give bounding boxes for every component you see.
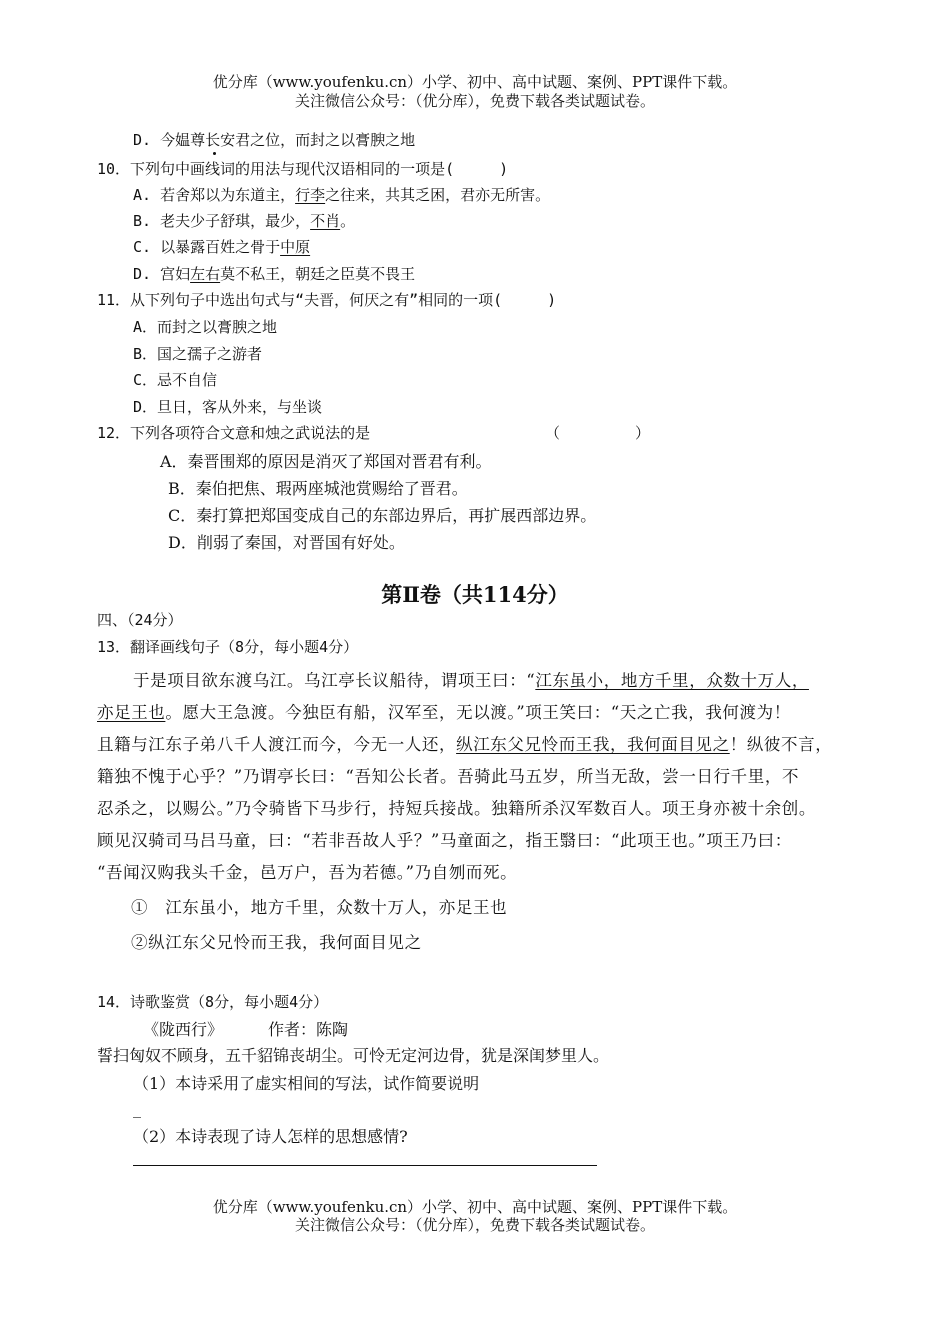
q10-c-underlined: 中原 (280, 238, 311, 256)
q10-option-a (133, 184, 550, 205)
q10-b-pre: B. 老夫少子舒琪，最少， (133, 212, 311, 230)
q11-stem: 11．从下列句子中选出句式与“夫晋，何厌之有”相同的一项( ) (97, 291, 557, 309)
poem-author: 作者：陈陶 (268, 1020, 349, 1039)
q10-d-underlined: 左右 (190, 265, 221, 283)
q12-option-a: A．秦晋围郑的原因是消灭了郑国对晋君有利。 (160, 452, 492, 471)
q9-option-d: D. 今媪尊长安君之位，而封之以膏腴之地 (133, 131, 416, 149)
q13-sentence-1: ① 江东虽小，地方千里，众数十万人，亦足王也 (131, 898, 508, 917)
emphasis-dot (213, 152, 216, 155)
answer-line (133, 1165, 597, 1166)
q12-option-d: D．削弱了秦国，对晋国有好处。 (168, 533, 405, 552)
q13-stem: 13．翻译画线句子（8分，每小题4分） (97, 638, 359, 656)
q10-b-underlined: 不肖 (310, 212, 341, 230)
q13-p1-text: 于是项目欲东渡乌江。乌江亭长议船待，谓项王曰：“ (133, 671, 536, 690)
q13-passage-line-1 (133, 667, 809, 691)
q13-passage-line-2 (97, 699, 791, 723)
q10-a-underlined: 行李 (295, 186, 326, 204)
q13-passage-line-4: 籍独不愧于心乎？”乃谓亭长曰：“吾知公长者。吾骑此马五岁，所当无敌，尝一日行千里，不 (97, 767, 800, 786)
q13-p2-underlined: 亦足王也 (97, 703, 166, 722)
q10-c-pre: C. 以暴露百姓之骨于 (133, 238, 281, 256)
q14-subquestion-2: （2）本诗表现了诗人怎样的思想感情? (133, 1127, 408, 1146)
q13-passage-line-3 (97, 731, 832, 755)
q10-option-c (133, 236, 310, 257)
q11-option-d: D．旦日，客从外来，与坐谈 (133, 398, 323, 416)
footer-line-2: 关注微信公众号：（优分库），免费下载各类试题试卷。 (294, 1216, 655, 1234)
q12-answer-paren: （ ） (545, 424, 651, 442)
q13-passage-line-5: 忍杀之，以赐公。”乃令骑皆下马步行，持短兵接战。独籍所杀汉军数百人。项王身亦被十余创。 (97, 799, 816, 818)
q13-p2-text: 。愿大王急渡。今独臣有船，汉军至，无以渡。”项王笑曰：“天之亡我，我何渡为！ (165, 703, 791, 722)
q13-passage-line-6: 顾见汉骑司马吕马童，曰：“若非吾故人乎？”马童面之，指王翳曰：“此项王也。”项王乃曰： (97, 831, 792, 850)
q14-answer-blank-1: _ (133, 1099, 141, 1118)
header-line-2: 关注微信公众号：（优分库），免费下载各类试题试卷。 (294, 92, 655, 110)
q10-stem: 10．下列句中画线词的用法与现代汉语相同的一项是( ) (97, 160, 509, 178)
q13-sentence-2: ②纵江东父兄怜而王我，我何面目见之 (131, 933, 422, 952)
q10-a-post: 之往来，共其乏困，君亦无所害。 (325, 186, 551, 204)
q11-option-a: A．而封之以膏腴之地 (133, 318, 278, 336)
section-four-heading: 四、（24分） (97, 611, 183, 629)
q13-p3-text-end: ！纵彼不言， (729, 735, 833, 754)
part2-title: 第Ⅱ卷（共114分） (381, 582, 569, 607)
q11-option-b: B．国之孺子之游者 (133, 345, 263, 363)
q12-option-c: C．秦打算把郑国变成自己的东部边界后，再扩展西部边界。 (168, 506, 597, 525)
q10-b-post: 。 (340, 212, 356, 230)
footer-line-1: 优分库（www.youfenku.cn）小学、初中、高中试题、案例、PPT课件下载。 (212, 1198, 738, 1216)
q12-stem: 12．下列各项符合文意和烛之武说法的是 (97, 424, 371, 442)
q13-p1-underlined: 江东虽小，地方千里，众数十万人， (535, 671, 809, 690)
q10-option-d (133, 263, 415, 284)
q10-a-pre: A. 若舍郑以为东道主， (133, 186, 296, 204)
q13-p3-text: 且籍与江东子弟八千人渡江而今，今无一人还， (97, 735, 457, 754)
q10-option-b (133, 210, 355, 231)
q12-option-b: B．秦伯把焦、瑕两座城池赏赐给了晋君。 (168, 479, 468, 498)
q13-p3-underlined: 纵江东父兄怜而王我，我何面目见之 (456, 735, 730, 754)
q10-d-post: 莫不私王，朝廷之臣莫不畏王 (220, 265, 416, 283)
poem-text: 誓扫匈奴不顾身，五千貂锦丧胡尘。可怜无定河边骨，犹是深闺梦里人。 (97, 1046, 610, 1065)
q10-d-pre: D. 宫妇 (133, 265, 191, 283)
header-line-1: 优分库（www.youfenku.cn）小学、初中、高中试题、案例、PPT课件下载。 (212, 73, 738, 91)
poem-title: 《陇西行》 (143, 1020, 224, 1039)
q14-subquestion-1: （1）本诗采用了虚实相间的写法，试作简要说明 (133, 1074, 480, 1093)
q14-stem: 14．诗歌鉴赏（8分，每小题4分） (97, 993, 329, 1011)
q11-option-c: C．忌不自信 (133, 371, 218, 389)
q13-passage-line-7: “吾闻汉购我头千金，邑万户，吾为若德。”乃自刎而死。 (97, 863, 518, 882)
